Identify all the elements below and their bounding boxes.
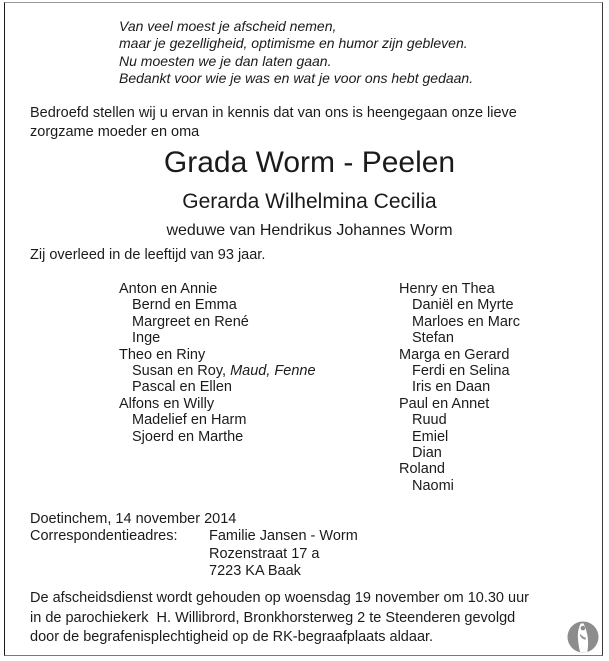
family-member: Bernd en Emma <box>132 297 237 314</box>
intro-paragraph <box>30 104 517 142</box>
family-member: Paul en Annet <box>399 395 490 412</box>
poem-line: maar je gezelligheid, optimisme en humor zijn gebleven. <box>119 35 468 52</box>
service-details <box>30 589 529 648</box>
family-member: Roland <box>399 461 445 478</box>
address-line: Rozenstraat 17 a <box>209 545 320 562</box>
poem-line: Bedankt voor wie je was en wat je voor ons hebt gedaan. <box>119 70 474 87</box>
deceased-relation: weduwe van Hendrikus Johannes Worm <box>166 222 453 239</box>
intro-line: zorgzame moeder en oma <box>30 124 200 140</box>
announcement-border <box>4 2 603 656</box>
service-line: De afscheidsdienst wordt gehouden op woensdag 19 november om 10.30 uur <box>30 590 529 606</box>
family-member: Ruud <box>412 412 447 429</box>
family-member: Marloes en Marc <box>412 313 520 330</box>
memorial-figure-icon <box>566 620 600 654</box>
deceased-name-block <box>11 146 608 240</box>
poem-line: Van veel moest je afscheid nemen, <box>119 18 337 34</box>
memorial-figure-logo <box>566 620 600 654</box>
address-line: 7223 KA Baak <box>209 563 301 580</box>
family-member: Madelief en Harm <box>132 412 247 429</box>
date-and-correspondence <box>30 511 358 581</box>
family-member: Iris en Daan <box>412 379 491 396</box>
family-member: Pascal en Ellen <box>132 379 232 396</box>
service-line: door de begrafenisplechtigheid op de RK-begraafplaats aldaar. <box>30 629 434 645</box>
intro-line: Bedroefd stellen wij u ervan in kennis dat van ons is heengegaan onze lieve <box>30 105 517 121</box>
family-member: Alfons en Willy <box>119 395 215 412</box>
family-member: Susan en Roy, Maud, Fenne <box>132 363 316 380</box>
family-member: Inge <box>132 330 161 347</box>
deceased-display-name: Grada Worm - Peelen <box>163 146 456 179</box>
age-statement: Zij overleed in de leeftijd van 93 jaar. <box>30 247 266 263</box>
family-column-left <box>119 281 316 445</box>
correspondence-label: Correspondentieadres: <box>30 528 178 545</box>
family-member: Sjoerd en Marthe <box>132 428 244 445</box>
correspondence-row <box>30 528 358 580</box>
address-line: Familie Jansen - Worm <box>209 528 358 545</box>
family-member: Naomi <box>412 477 454 494</box>
deceased-full-name: Gerarda Wilhelmina Cecilia <box>182 190 437 213</box>
family-column-right <box>399 281 520 494</box>
memorial-poem <box>119 18 473 88</box>
service-line: in de parochiekerk H. Willibrord, Bronkhorsterweg 2 te Steenderen gevolgd <box>30 609 516 626</box>
family-member: Dian <box>412 445 442 462</box>
correspondence-address <box>209 528 358 580</box>
italic-names: Maud, Fenne <box>230 363 316 380</box>
family-member: Anton en Annie <box>119 281 218 297</box>
poem-line: Nu moesten we je dan laten gaan. <box>119 52 332 69</box>
family-member: Ferdi en Selina <box>412 363 510 380</box>
family-member: Henry en Thea <box>399 281 495 297</box>
family-member: Marga en Gerard <box>399 346 510 363</box>
family-member: Theo en Riny <box>119 346 206 363</box>
family-member: Daniël en Myrte <box>412 297 514 314</box>
family-member: Emiel <box>412 428 449 445</box>
family-member: Stefan <box>412 330 454 347</box>
family-member: Margreet en René <box>132 313 249 330</box>
dateline: Doetinchem, 14 november 2014 <box>30 511 237 527</box>
